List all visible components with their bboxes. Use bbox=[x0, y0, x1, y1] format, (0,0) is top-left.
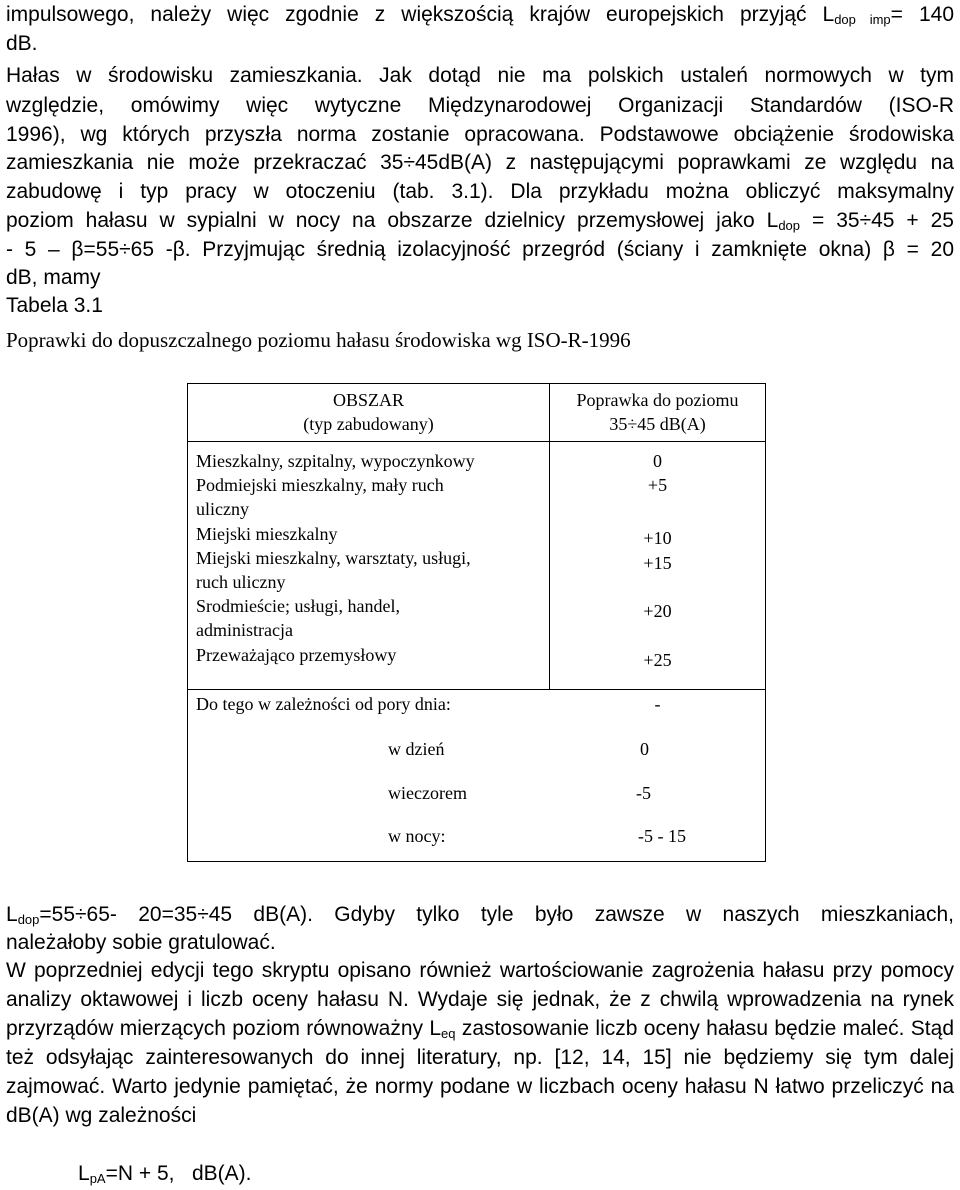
table-body-divider bbox=[188, 689, 765, 690]
row-4-label-2: ruch uliczny bbox=[196, 572, 286, 592]
row-5-value: +20 bbox=[643, 601, 672, 621]
para1-line-5: zabudowę i typ pracy w otoczeniu (tab. 3.1). Dla przykładu można obliczyć maksymalny bbox=[6, 180, 954, 203]
header-left-line-2: (typ zabudowany) bbox=[303, 414, 434, 434]
para1-line-7: - 5 – β=55÷65 -β. Przyjmując średnią izolacyjność przegród (ściany i zamknięte okna) β = 20 bbox=[6, 238, 954, 261]
para1-line-2: względzie, omówimy więc wytyczne Międzynarodowej Organizacji Standardów (ISO-R bbox=[6, 94, 954, 117]
intro-line-2: dB. bbox=[6, 32, 38, 55]
daypart-evening-value: -5 bbox=[636, 783, 651, 803]
row-2-label-2: uliczny bbox=[196, 499, 249, 519]
header-right-line-1: Poprawka do poziomu bbox=[576, 390, 739, 410]
row-2-value: +5 bbox=[647, 475, 668, 495]
para1-line-6: poziom hałasu w sypialni w nocy na obszarze dzielnicy przemysłowej jako $L_{dop} = 35\div 45 + 25$ bbox=[6, 209, 954, 233]
header-right-line-2: 35÷45 dB(A) bbox=[609, 414, 706, 434]
daypart-day-value: 0 bbox=[640, 739, 649, 759]
daypart-day-label: w dzień bbox=[388, 739, 445, 759]
daypart-night-value: -5 - 15 bbox=[638, 826, 686, 846]
row-1-label: Mieszkalny, szpitalny, wypoczynkowy bbox=[196, 451, 475, 471]
para1-line-3: 1996), wg których przyszła norma zostanie opracowana. Podstawowe obciążenie środowiska bbox=[6, 123, 954, 146]
row-5-label-2: administracja bbox=[196, 620, 293, 640]
corrections-table bbox=[187, 383, 766, 862]
daypart-evening-label: wieczorem bbox=[388, 783, 467, 803]
header-left-line-1: OBSZAR bbox=[332, 390, 404, 410]
para1-line-4: zamieszkania nie może przekraczać 35÷45dB(A) z następującymi poprawkami ze względu na bbox=[6, 151, 954, 174]
formula: $L_{pA}=N + 5$, dB(A). bbox=[78, 1162, 252, 1186]
daypart-heading: Do tego w zależności od pory dnia: bbox=[196, 694, 451, 714]
row-3-label: Miejski mieszkalny bbox=[196, 524, 338, 544]
row-1-value: 0 bbox=[653, 451, 662, 471]
row-6-value: +25 bbox=[643, 650, 672, 670]
para3: W poprzedniej edycji tego skryptu opisano również wartościowanie zagrożenia hałasu przy pomocy analizy oktawowej i liczb oceny hałasu N. Wydaje się jednak, że z chwilą wprowadzenia na rynek przyrządów mierzących poziom równoważny $L_{eq}$ zastosowanie liczb oceny hałasu będzie maleć. Stąd też odsyłając zainteresowanych do innej literatury, np. [12, 14, 15] nie będziemy się tym dalej zajmować. Warto jedynie pamiętać, że normy podane w liczbach oceny hałasu N łatwo przeliczyć na dB(A) wg zależności bbox=[6, 959, 954, 1127]
daypart-night-label: w nocy: bbox=[388, 826, 446, 846]
para2-line-2: należałoby sobie gratulować. bbox=[6, 931, 276, 954]
para1-line-8: dB, mamy bbox=[6, 266, 101, 289]
table-title: Poprawki do dopuszczalnego poziomu hałasu środowiska wg ISO-R-1996 bbox=[6, 328, 631, 352]
row-4-value: +15 bbox=[643, 553, 672, 573]
table-header-divider bbox=[188, 441, 765, 442]
row-5-label-1: Srodmieście; usługi, handel, bbox=[196, 596, 400, 616]
daypart-heading-value: - bbox=[654, 694, 661, 714]
para2-line-1: $L_{dop}=55\div 65-$ 20=35÷45 dB(A). Gdyby tylko tyle było zawsze w naszych mieszkaniach, bbox=[6, 903, 954, 927]
para1-line-1: Hałas w środowisku zamieszkania. Jak dotąd nie ma polskich ustaleń normowych w tym bbox=[6, 64, 954, 87]
intro-line-1: impulsowego, należy więc zgodnie z większością krajów europejskich przyjąć $L_{dop}$ $_{imp}$= 140 bbox=[6, 3, 954, 27]
row-6-label: Przeważająco przemysłowy bbox=[196, 645, 397, 665]
row-3-value: +10 bbox=[643, 528, 672, 548]
table-label: Tabela 3.1 bbox=[6, 294, 103, 317]
row-4-label-1: Miejski mieszkalny, warsztaty, usługi, bbox=[196, 548, 471, 568]
row-2-label-1: Podmiejski mieszkalny, mały ruch bbox=[196, 475, 444, 495]
